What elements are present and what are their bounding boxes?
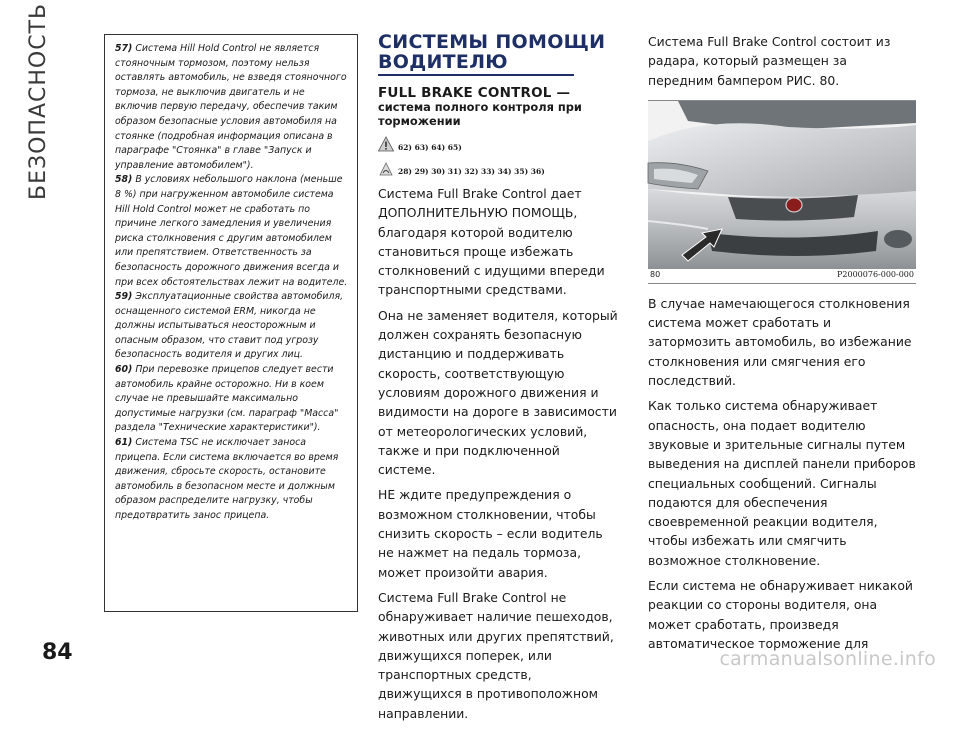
car-front-illustration bbox=[648, 101, 916, 269]
paragraph: Она не заменяет водителя, который должен сохранять безопасную дистанцию и поддерживать скорость, соответствующую условиям дорожного движения и видимости на дороге в зависимости от метеорологических условий, также и при подключенной системе. bbox=[378, 307, 618, 478]
note-refs: 28) 29) 30) 31) 32) 33) 34) 35) 36) bbox=[398, 167, 545, 176]
figure-caption bbox=[648, 268, 916, 284]
content-column-middle bbox=[378, 32, 618, 729]
warning-notes-box bbox=[104, 34, 358, 612]
note-text: Эксплуатационные свойства автомобиля, оснащенного системой ERM, никогда не должны испытываться неосторожным и опасным образом, что ставит под угрозу безопасность водителя и других лиц. bbox=[115, 291, 344, 361]
warning-note bbox=[115, 363, 349, 436]
section-title: СИСТЕМЫ ПОМОЩИ ВОДИТЕЛЮ bbox=[378, 31, 606, 73]
chapter-title-vertical: БЕЗОПАСНОСТЬ bbox=[26, 2, 51, 200]
paragraph: В случае намечающегося столкновения система может сработать и затормозить автомобиль, во избежание столкновения или смягчения его последствий. bbox=[648, 295, 912, 389]
note-number: 61) bbox=[115, 437, 133, 449]
figure-number: 80 bbox=[650, 269, 661, 279]
note-text: Система TSC не исключает заноса прицепа. Если система включается во время движения, сбросьте скорость, остановите автомобиль в безопасном месте и должным образом распределите нагрузку, чтобы предотвратить занос прицепа. bbox=[115, 437, 339, 521]
warning-note bbox=[115, 42, 349, 173]
warning-triangle-icon bbox=[378, 136, 394, 152]
side-tab bbox=[0, 0, 72, 678]
note-text: При перевозке прицепов следует вести автомобиль крайне осторожно. Ни в коем случае не превышайте максимально допустимые нагрузки (см. параграф "Масса" раздела "Технические характеристики"). bbox=[115, 364, 339, 434]
note-reference bbox=[378, 158, 618, 176]
warning-refs: 62) 63) 64) 65) bbox=[398, 143, 462, 152]
note-text: Система Hill Hold Control не является стояночным тормозом, поэтому нельзя оставлять автомобиль, не взведя стояночного тормоза, не выключив двигатель и не включив первую передачу, обеспечив таким образом безопасные условия автомобиля на стоянке (подробная информация описана в параграфе "Стоянка" в главе "Запуск и управление автомобилем"). bbox=[115, 43, 347, 171]
paragraph: Система Full Brake Control не обнаруживает наличие пешеходов, животных или других препятствий, движущихся поперек, или транспортных средств, движущихся в противоположном направлении. bbox=[378, 589, 614, 721]
subsection-subtitle: система полного контроля при торможении bbox=[378, 100, 582, 128]
note-number: 59) bbox=[115, 291, 133, 303]
paragraph: НЕ ждите предупреждения о возможном столкновении, чтобы снизить скорость – если водитель не нажмет на педаль тормоза, может произойти авария. bbox=[378, 487, 603, 580]
warning-reference bbox=[378, 134, 618, 152]
note-number: 60) bbox=[115, 364, 133, 376]
paragraph: Система Full Brake Control состоит из радара, который размещен за передним бампером РИС. 80. bbox=[648, 34, 891, 88]
figure-code: P2000076-000-000 bbox=[837, 269, 914, 279]
watermark: carmanualsonline.info bbox=[719, 648, 936, 670]
paragraph: Система Full Brake Control дает ДОПОЛНИТЕЛЬНУЮ ПОМОЩЬ, благодаря которой водителю становиться проще избежать столкновений с идущими впереди транспортными средствами. bbox=[378, 186, 605, 298]
content-column-right bbox=[648, 32, 916, 659]
subsection-title: FULL BRAKE CONTROL — bbox=[378, 85, 571, 101]
figure-car-front bbox=[648, 100, 916, 268]
caution-note-icon bbox=[378, 160, 394, 176]
note-number: 57) bbox=[115, 43, 133, 54]
paragraph: Как только система обнаруживает опасность, она подает водителю звуковые и зрительные сигналы путем выведения на дисплей панели приборов специальных сообщений. Сигналы подаются для обеспечения своевременной реакции водителя, чтобы избежать или смягчить возможное столкновение. bbox=[648, 398, 916, 568]
warning-note bbox=[115, 173, 349, 290]
paragraph: Если система не обнаруживает никакой реакции со стороны водителя, она может сработать, произведя автоматическое торможение для bbox=[648, 578, 913, 651]
page-number: 84 bbox=[42, 640, 73, 665]
body-text-right bbox=[648, 294, 916, 653]
intro-text bbox=[648, 32, 916, 90]
title-underline bbox=[378, 74, 574, 76]
note-text: В условиях небольшого наклона (меньше 8 %) при нагруженном автомобиле система Hill Hold Control может не сработать по причине легкого замедления и увеличения риска столкновения с другим автомобилем или препятствием. Ответственность за безопасность дорожного движения всегда и при всех обстоятельствах лежит на водителе. bbox=[115, 174, 348, 288]
warning-note bbox=[115, 290, 349, 363]
body-text-middle bbox=[378, 184, 618, 723]
note-number: 58) bbox=[115, 174, 133, 186]
warning-note bbox=[115, 436, 349, 524]
